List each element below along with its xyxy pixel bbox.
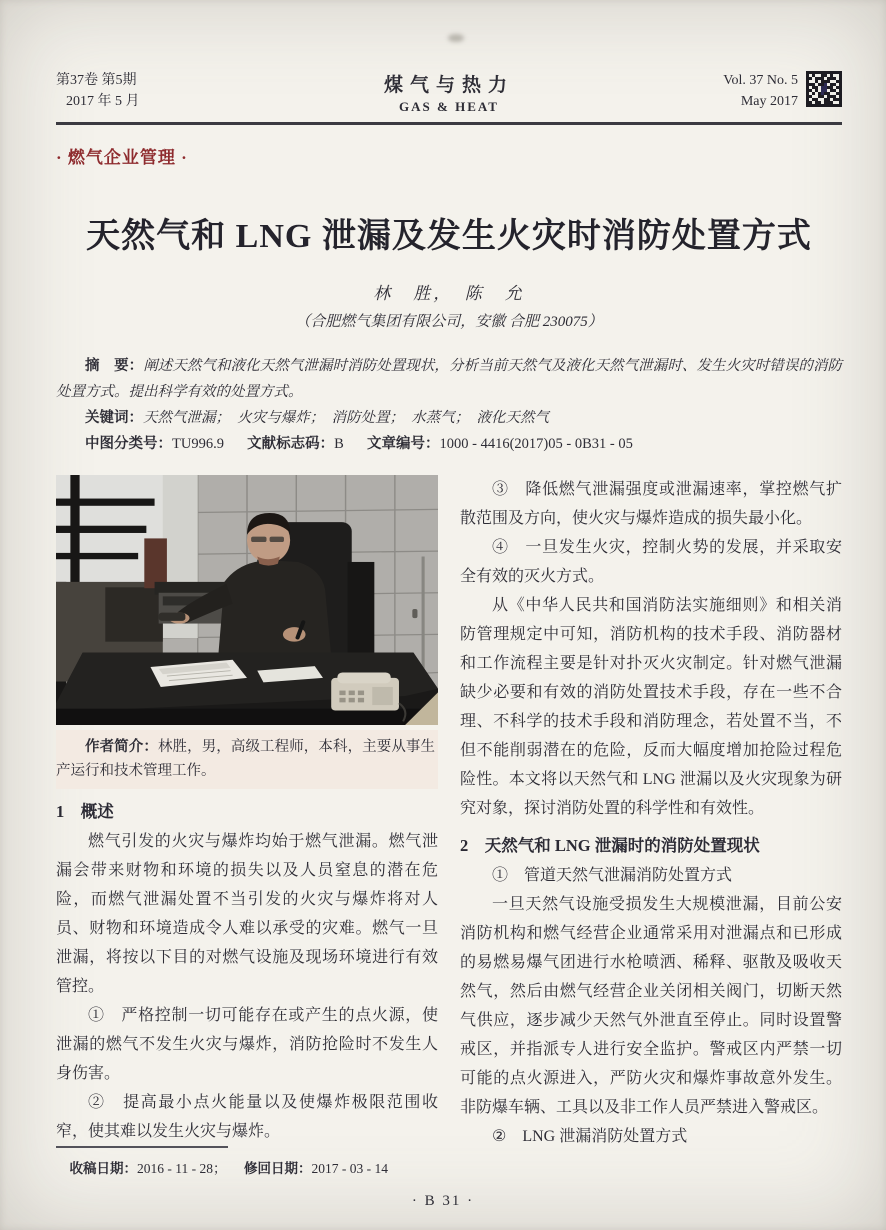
date-cn: 2017 年 5 月 (66, 94, 140, 109)
article-no-label: 文章编号： (367, 436, 440, 452)
keywords-text: 天然气泄漏； 火灾与爆炸； 消防处置； 水蒸气； 液化天然气 (143, 410, 549, 426)
classification-line (56, 431, 842, 457)
list-item-3: ③ 降低燃气泄漏强度或泄漏速率，掌控燃气扩散范围及方向，使火灾与爆炸造成的损失最小化。 (460, 481, 842, 527)
column-section-label: · 燃气企业管理 · (56, 148, 188, 167)
subsection-1: ① 管道天然气泄漏消防处置方式 (492, 867, 733, 884)
article-title: 天然气和 LNG 泄漏及发生火灾时消防处置方式 (86, 218, 812, 255)
article-no-value: 1000 - 4416(2017)05 - 0B31 - 05 (439, 436, 633, 452)
volume-issue-en: Vol. 37 No. 5 (723, 73, 798, 88)
subsection-2: ② LNG 泄漏消防处置方式 (492, 1128, 688, 1145)
abstract-paragraph (56, 353, 842, 405)
list-item-4: ④ 一旦发生火灾，控制火势的发展，并采取安全有效的灭火方式。 (460, 539, 842, 585)
author-bio-label: 作者简介： (85, 739, 158, 755)
author-bio (56, 730, 438, 789)
header-volume-issue-en (596, 70, 842, 112)
two-column-body (56, 475, 842, 1181)
journal-title-en: GAS & HEAT (399, 99, 499, 114)
journal-name-block (302, 70, 597, 115)
scan-artifact (448, 34, 464, 42)
paragraph: 燃气引发的火灾与爆炸均始于燃气泄漏。燃气泄漏会带来财物和环境的损失以及人员窒息的潜在危险，而燃气泄漏处置不当引发的火灾与爆炸将对人员、财物和环境造成令人难以承受的灾难。燃气一旦泄漏，将按以下目的对燃气设施及现场环境进行有效管控。 (56, 833, 438, 995)
clc-value: TU996.9 (172, 436, 224, 452)
section1-heading: 1 概述 (56, 802, 114, 821)
revised-label: 修回日期： (244, 1161, 312, 1176)
list-item-1: ① 严格控制一切可能存在或产生的点火源，使泄漏的燃气不发生火灾与爆炸，消防抢险时不发生人身伤害。 (56, 1007, 438, 1082)
header-volume-issue-cn (56, 70, 302, 112)
manuscript-dates (56, 1157, 438, 1177)
volume-issue-cn: 第37卷 第5期 (56, 73, 137, 88)
abstract-label: 摘 要： (85, 358, 144, 374)
author-photo (56, 475, 438, 725)
received-date: 2016 - 11 - 28； (137, 1161, 227, 1176)
doc-code-label: 文献标志码： (247, 436, 335, 452)
volume-issue-en-block (723, 70, 798, 112)
list-item-2: ② 提高最小点火能量以及使爆炸极限范围收窄，使其难以发生火灾与爆炸。 (56, 1094, 438, 1140)
page-number: · B 31 · (411, 1193, 475, 1209)
received-label: 收稿日期： (69, 1161, 137, 1176)
qr-code-icon (806, 71, 842, 107)
section2-heading: 2 天然气和 LNG 泄漏时的消防处置现状 (460, 836, 760, 855)
paragraph: 一旦天然气设施受损发生大规模泄漏，目前公安消防机构和燃气经营企业通常采用对泄漏点和已形成的易燃易爆气团进行水枪喷洒、稀释、驱散及吸收天然气，然后由燃气经营企业关闭相关阀门，切断天然气供应，逐步减少天然气外泄直至停止。同时设置警戒区，并指派专人进行安全监护。警戒区内严禁一切可能的点火源进入，严防火灾和爆炸事故意外发生。非防爆车辆、工具以及非工作人员严禁进入警戒区。 (460, 896, 842, 1116)
author-bio-text: 林胜，男，高级工程师，本科，主要从事生产运行和技术管理工作。 (56, 739, 436, 779)
abstract-block (56, 353, 842, 457)
keywords-line (56, 405, 842, 431)
footnote-divider (56, 1146, 228, 1148)
right-column (460, 475, 842, 1181)
header-divider (56, 122, 842, 125)
left-column (56, 475, 438, 1181)
keywords-label: 关键词： (85, 410, 143, 426)
footnote-block (56, 1146, 438, 1181)
article-affiliation: （合肥燃气集团有限公司，安徽 合肥 230075） (295, 314, 603, 330)
date-en: May 2017 (740, 94, 798, 109)
journal-header (56, 70, 842, 115)
journal-title-cn: 煤气与热力 (383, 75, 514, 96)
doc-code-value: B (334, 436, 344, 452)
clc-label: 中图分类号： (85, 436, 172, 452)
abstract-text: 阐述天然气和液化天然气泄漏时消防处置现状，分析当前天然气及液化天然气泄漏时、发生火灾时错误的消防处置方式。提出科学有效的处置方式。 (56, 358, 843, 400)
article-authors: 林 胜， 陈 允 (373, 284, 525, 303)
revised-date: 2017 - 03 - 14 (311, 1161, 389, 1176)
paragraph: 从《中华人民共和国消防法实施细则》和相关消防管理规定中可知，消防机构的技术手段、消防器材和工作流程主要是针对扑灭火灾制定。针对燃气泄漏缺少必要和有效的消防处置技术手段，存在一些不合理、不科学的技术手段和消防理念，若处置不当，不但不能削弱潜在的危险，反而大幅度增加抢险过程危险性。本文将以天然气和 LNG 泄漏以及火灾现象为研究对象，探讨消防处置的科学性和有效性。 (460, 597, 842, 817)
